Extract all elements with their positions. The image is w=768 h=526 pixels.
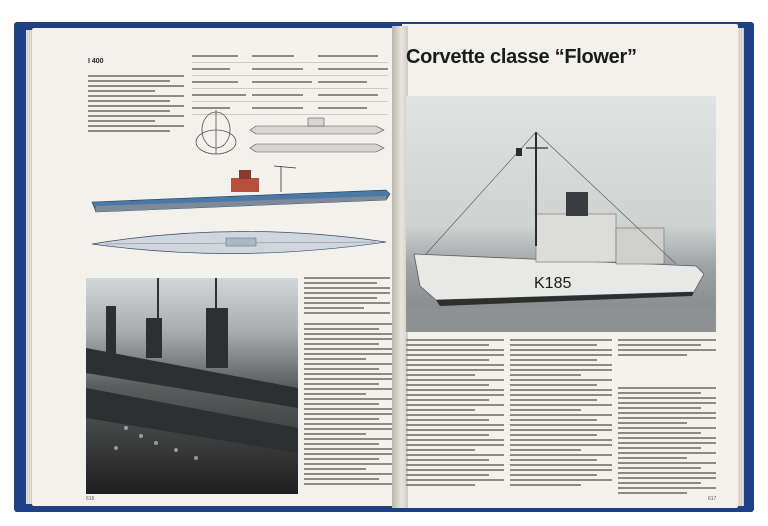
hull-marking: K185: [534, 275, 572, 292]
page-title: Corvette classe “Flower”: [406, 46, 637, 68]
corvette-photo: [406, 96, 716, 332]
left-caption: [304, 274, 390, 317]
submarine-plan-view: [92, 231, 386, 253]
page-edges-right: [738, 28, 744, 506]
submarine-technical-drawing: [86, 102, 392, 270]
left-page-number: 616: [86, 496, 95, 502]
right-body-text-col3: [618, 384, 716, 497]
right-caption: [618, 336, 716, 359]
spec-heading: I 400: [88, 58, 104, 65]
right-body-text-col1: [406, 336, 504, 489]
submarines-moored-photo: [86, 278, 298, 494]
submarine-color-profile: [92, 166, 390, 212]
right-page-number: 617: [708, 496, 717, 502]
left-body-text: [304, 320, 392, 488]
submarine-small-profile: [250, 118, 384, 152]
hull-cross-section: [196, 110, 236, 154]
right-body-text-col2: [510, 336, 612, 489]
